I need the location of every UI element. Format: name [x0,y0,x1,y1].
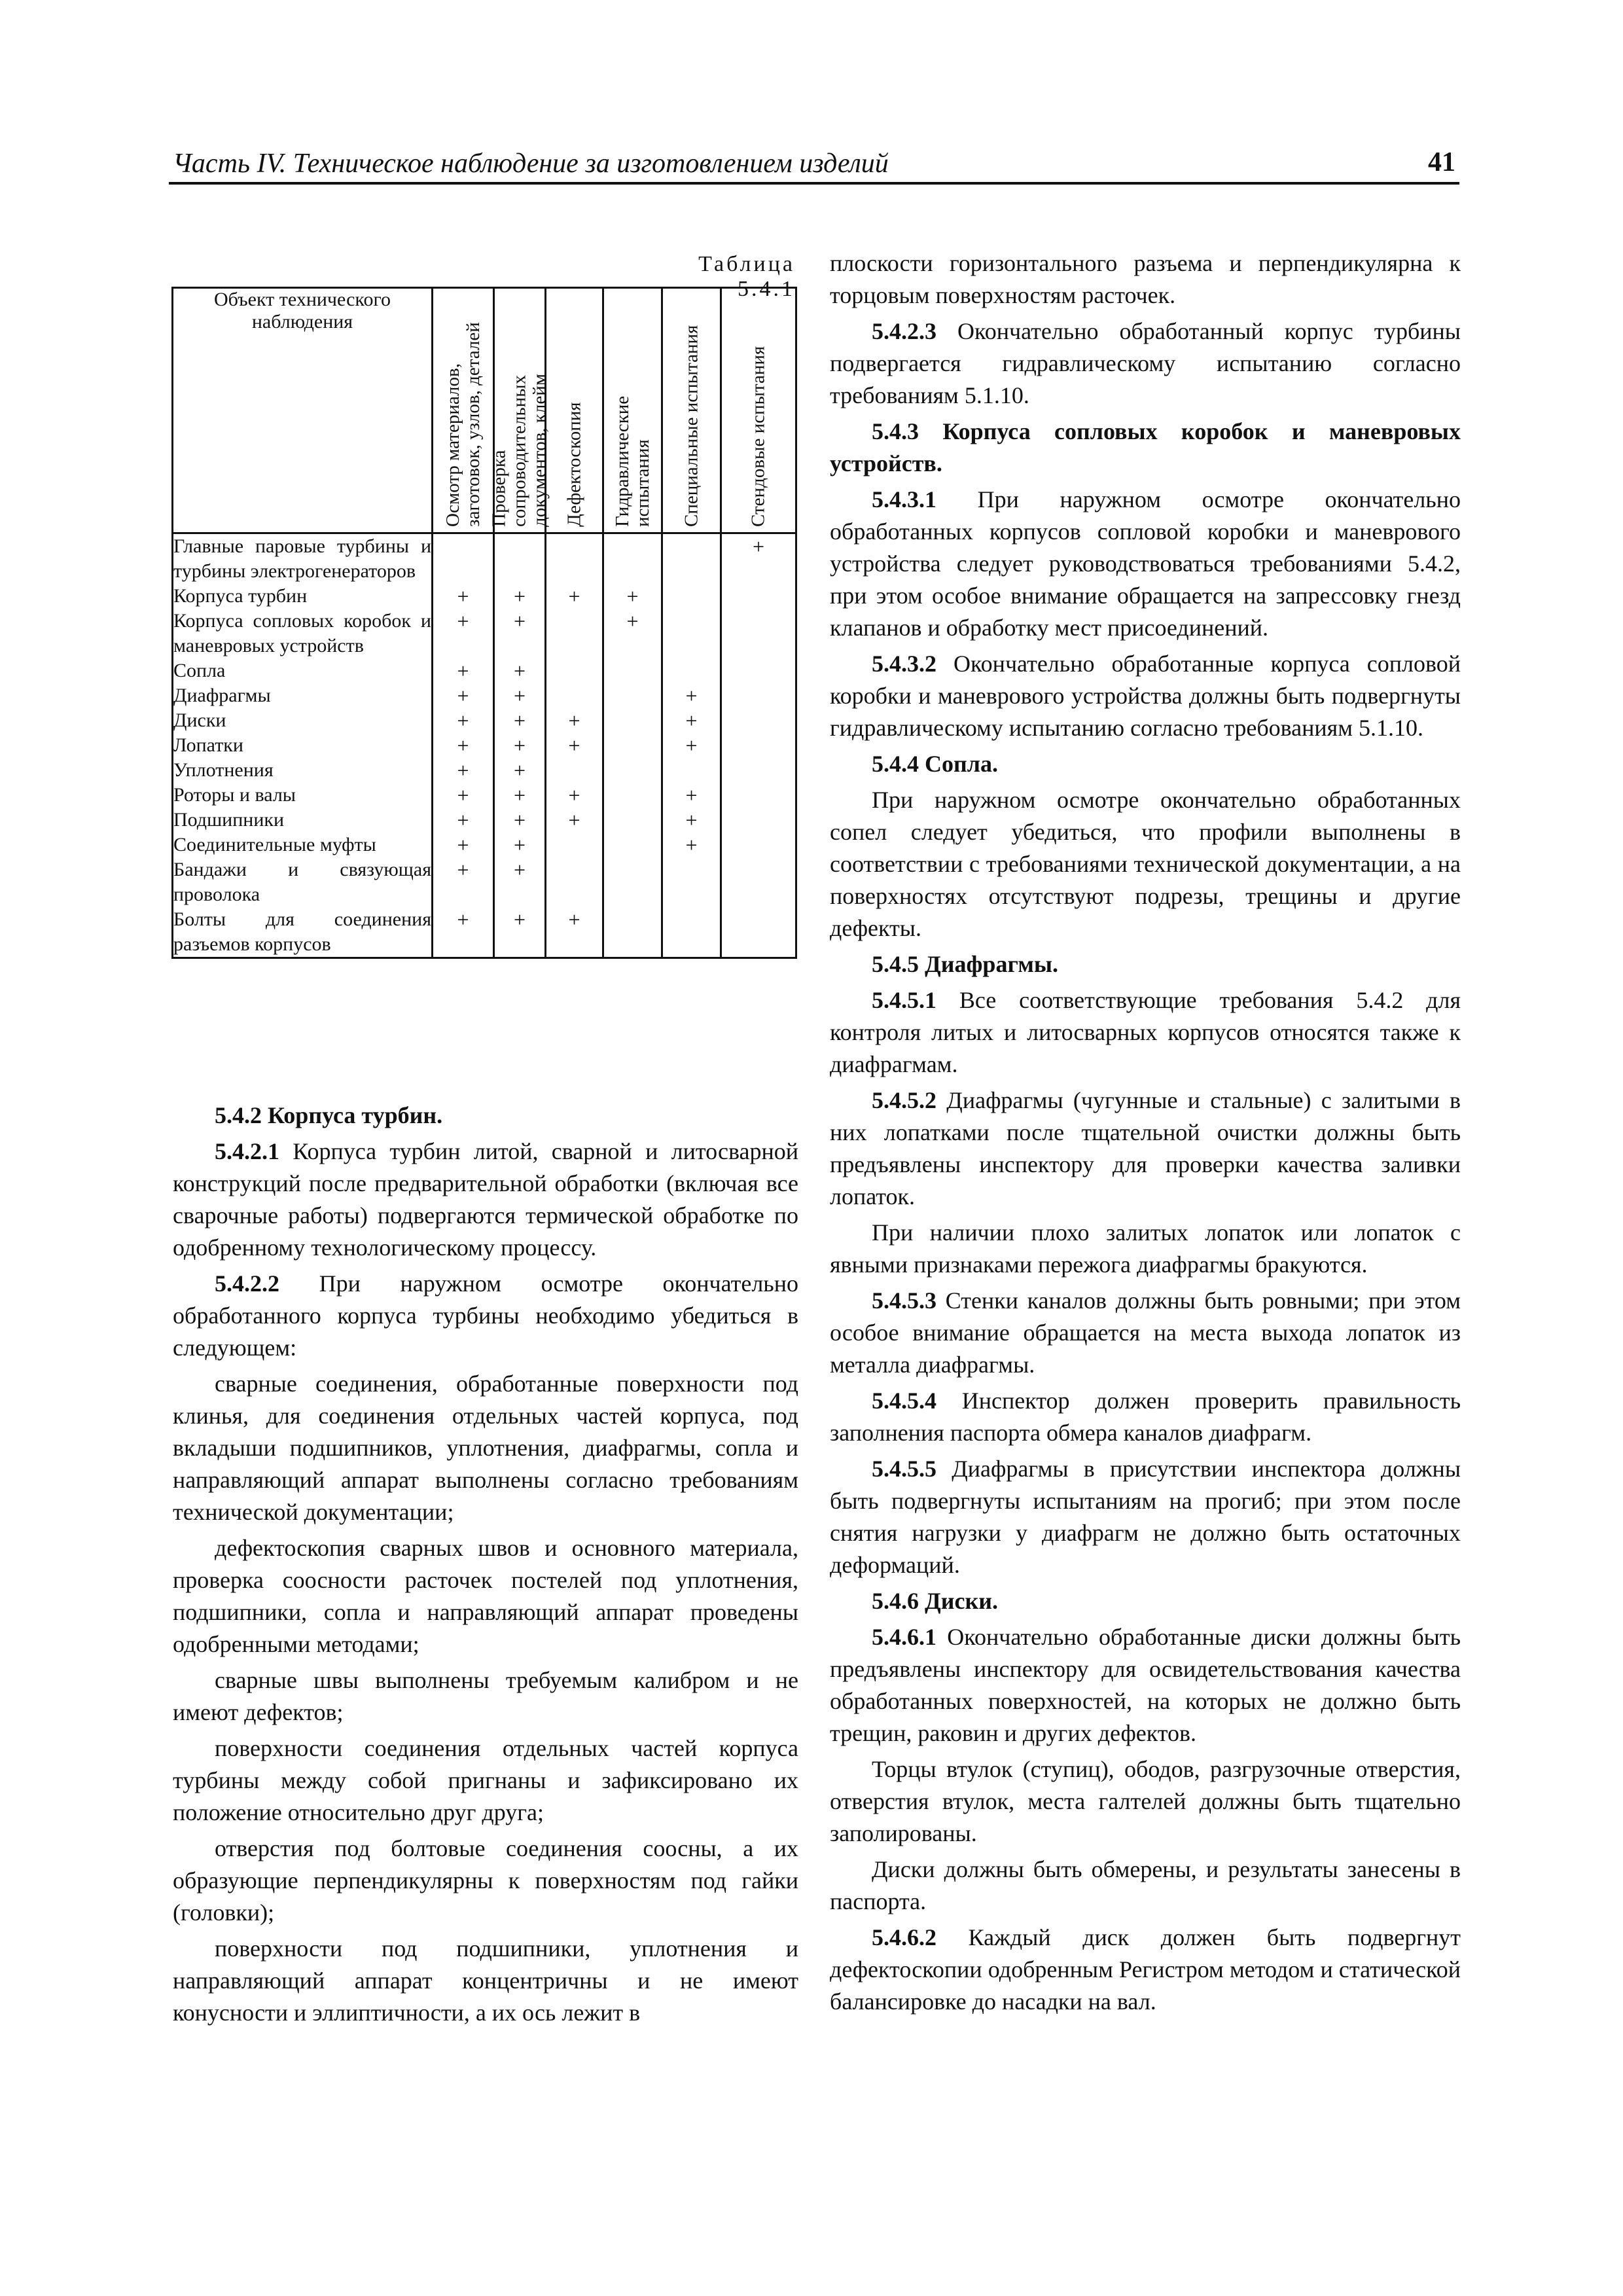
section-heading: 5.4.5 Диафрагмы. [872,951,1058,977]
table-row [173,584,796,609]
paragraph: 5.4.2.1 Корпуса турбин литой, сварной и литосварной конструкций после предварительной обработки (включая все сварочные работы) подвергаются термической обработке по одобренному технологическому процессу. [173,1138,798,1261]
column-header-text: Проверка сопроводительных документов, клейм [488,373,550,527]
column-header [488,288,550,533]
mark-cell [603,533,662,584]
mark-cell [721,783,796,808]
object-cell: Лопатки [173,733,433,758]
column-header [546,288,603,533]
mark-cell: + [546,808,603,833]
column-header-text: Осмотр материалов, заготовок, узлов, деталей [442,322,484,527]
mark-cell: + [546,907,603,958]
column-header-text: Дефектоскопия [563,402,584,527]
column-header [662,288,721,533]
mark-cell: + [494,833,546,857]
object-cell: Роторы и валы [173,783,433,808]
mark-cell: + [546,708,603,733]
left-text-column [173,1100,798,2033]
paragraph: 5.4.5.5 Диафрагмы в присутствии инспектора должны быть подвергнуты испытаниям на прогиб; при этом после снятия нагрузки у диафрагм не должно быть остаточных деформаций. [830,1456,1461,1578]
table-row [173,808,796,833]
mark-cell [662,584,721,609]
mark-cell: + [433,708,494,733]
mark-cell: + [433,733,494,758]
table-row [173,533,796,584]
section-heading: 5.4.2 Корпуса турбин. [215,1102,443,1128]
paragraph: 5.4.2.3 Окончательно обработанный корпус турбины подвергается гидравлическому испытанию согласно требованиям 5.1.10. [830,318,1461,408]
mark-cell [603,683,662,708]
mark-cell [433,533,494,584]
object-cell: Корпуса турбин [173,584,433,609]
mark-cell: + [546,783,603,808]
column-header [603,288,662,533]
paragraph: 5.4.5.4 Инспектор должен проверить правильность заполнения паспорта обмера каналов диафрагм. [830,1388,1461,1446]
object-cell: Главные паровые турбины и турбины электрогенераторов [173,533,433,584]
inspection-table [171,287,797,959]
table-caption: Таблица 5.4.1 [698,252,795,301]
table-row [173,609,796,658]
table-row [173,658,796,683]
table-row [173,783,796,808]
mark-cell: + [494,584,546,609]
mark-cell [721,658,796,683]
mark-cell: + [662,833,721,857]
object-cell: Диски [173,708,433,733]
list-item: сварные соединения, обработанные поверхности под клинья, для соединения отдельных частей корпуса, под вкладыши подшипников, уплотнения, диафрагмы, сопла и направляющий аппарат выполнены согласно требованиям технической документации; [173,1371,798,1525]
mark-cell [662,533,721,584]
object-cell: Соединительные муфты [173,833,433,857]
object-cell: Болты для соединения разъемов корпусов [173,907,433,958]
mark-cell [603,758,662,783]
mark-cell [662,907,721,958]
mark-cell [546,658,603,683]
mark-cell: + [494,609,546,658]
object-column-header: Объект технического наблюдения [173,288,433,533]
mark-cell [546,609,603,658]
mark-cell [662,857,721,907]
mark-cell [721,833,796,857]
column-header-text: Стендовые испытания [747,346,769,527]
object-cell: Подшипники [173,808,433,833]
mark-cell: + [603,584,662,609]
page-number: 41 [1428,147,1455,177]
mark-cell [546,533,603,584]
object-cell: Корпуса сопловых коробок и маневровых устройств [173,609,433,658]
mark-cell [603,833,662,857]
mark-cell [603,808,662,833]
list-item: поверхности соединения отдельных частей корпуса турбины между собой пригнаны и зафиксировано их положение относительно друг друга; [173,1735,798,1825]
mark-cell: + [494,907,546,958]
mark-cell: + [433,683,494,708]
mark-cell: + [433,758,494,783]
list-item: поверхности под подшипники, уплотнения и направляющий аппарат концентричны и не имеют конусности и эллиптичности, а их ось лежит в [173,1935,798,2026]
section-heading: 5.4.3 Корпуса сопловых коробок и маневровых устройств. [830,418,1461,476]
mark-cell [603,708,662,733]
paragraph: 5.4.2.2 При наружном осмотре окончательно обработанного корпуса турбины необходимо убедиться в следующем: [173,1270,798,1361]
paragraph: 5.4.3.2 Окончательно обработанные корпуса сопловой коробки и маневрового устройства должны быть подвергнуты гидравлическому испытанию согласно требованиям 5.1.10. [830,651,1461,741]
mark-cell: + [494,708,546,733]
mark-cell: + [433,907,494,958]
mark-cell: + [662,683,721,708]
header-title: Часть IV. Техническое наблюдение за изготовлением изделий [173,149,889,179]
running-header [169,145,1459,185]
mark-cell: + [662,808,721,833]
mark-cell [721,857,796,907]
mark-cell [662,609,721,658]
mark-cell: + [494,733,546,758]
table-row [173,683,796,708]
column-header-text: Гидравлические испытания [611,395,653,527]
mark-cell: + [662,733,721,758]
table-row [173,758,796,783]
mark-cell: + [721,533,796,584]
table-row [173,857,796,907]
object-cell: Диафрагмы [173,683,433,708]
table-header-row [173,288,796,533]
mark-cell: + [662,783,721,808]
section-heading: 5.4.6 Диски. [872,1588,998,1614]
mark-cell [603,907,662,958]
mark-cell [721,584,796,609]
mark-cell [546,833,603,857]
column-header [721,288,796,533]
mark-cell [603,857,662,907]
mark-cell [603,783,662,808]
mark-cell [494,533,546,584]
list-item: сварные швы выполнены требуемым калибром и не имеют дефектов; [173,1667,798,1725]
paragraph: 5.4.3.1 При наружном осмотре окончательно обработанных корпусов сопловой коробки и маневрового устройства следует руководствоваться требованиями 5.4.2, при этом особое внимание обращается на запрессовку гнезд клапанов и обработку мест присоединений. [830,486,1461,641]
list-item: дефектоскопия сварных швов и основного материала, проверка соосности расточек постелей под уплотнения, подшипники, сопла и направляющий аппарат проведены одобренными методами; [173,1535,798,1657]
paragraph: 5.4.5.2 Диафрагмы (чугунные и стальные) с залитыми в них лопатками после тщательной очистки должны быть предъявлены инспектору для проверки качества заливки лопаток. [830,1087,1461,1210]
mark-cell: + [546,584,603,609]
mark-cell: + [546,733,603,758]
paragraph: 5.4.5.1 Все соответствующие требования 5.4.2 для контроля литых и литосварных корпусов относятся также к диафрагмам. [830,987,1461,1077]
paragraph: 5.4.6.2 Каждый диск должен быть подвергнут дефектоскопии одобренным Регистром методом и статической балансировке до насадки на вал. [830,1924,1461,2015]
object-cell: Бандажи и связующая проволока [173,857,433,907]
paragraph: 5.4.6.1 Окончательно обработанные диски должны быть предъявлены инспектору для освидетельствования качества обработанных поверхностей, на которых не должно быть трещин, раковин и других дефектов. [830,1624,1461,1746]
mark-cell [721,683,796,708]
paragraph: При наличии плохо залитых лопаток или лопаток с явными признаками пережога диафрагмы бракуются. [830,1219,1461,1278]
mark-cell: + [433,857,494,907]
mark-cell [603,733,662,758]
mark-cell [662,758,721,783]
list-item: отверстия под болтовые соединения соосны, а их образующие перпендикулярны к поверхностям под гайки (головки); [173,1835,798,1926]
mark-cell: + [494,758,546,783]
mark-cell: + [494,658,546,683]
mark-cell: + [433,584,494,609]
mark-cell: + [494,683,546,708]
mark-cell [721,609,796,658]
section-heading: 5.4.4 Сопла. [872,751,998,777]
table-row [173,907,796,958]
table-row [173,833,796,857]
mark-cell: + [433,609,494,658]
paragraph: Диски должны быть обмерены, и результаты занесены в паспорта. [830,1856,1461,1914]
mark-cell: + [433,808,494,833]
paragraph: 5.4.5.3 Стенки каналов должны быть ровными; при этом особое внимание обращается на места выхода лопаток из металла диафрагмы. [830,1287,1461,1378]
paragraph: При наружном осмотре окончательно обработанных сопел следует убедиться, что профили выполнены в соответствии с требованиями технической документации, а на поверхностях отсутствуют подрезы, трещины и другие дефекты. [830,787,1461,941]
mark-cell: + [433,783,494,808]
mark-cell [721,708,796,733]
mark-cell [546,683,603,708]
mark-cell: + [433,833,494,857]
mark-cell [603,658,662,683]
mark-cell: + [494,783,546,808]
mark-cell [721,808,796,833]
mark-cell: + [494,857,546,907]
mark-cell [721,758,796,783]
mark-cell [546,857,603,907]
object-cell: Сопла [173,658,433,683]
right-text-column [830,247,1461,2022]
table-row [173,708,796,733]
object-cell: Уплотнения [173,758,433,783]
paragraph: плоскости горизонтального разъема и перпендикулярна к торцовым поверхностям расточек. [830,250,1461,308]
table-row [173,733,796,758]
mark-cell: + [494,808,546,833]
mark-cell: + [433,658,494,683]
column-header-text: Специальные испытания [681,325,702,527]
mark-cell [721,733,796,758]
column-header [433,288,494,533]
mark-cell: + [662,708,721,733]
mark-cell [546,758,603,783]
mark-cell: + [603,609,662,658]
paragraph: Торцы втулок (ступиц), ободов, разгрузочные отверстия, отверстия втулок, места галтелей должны быть тщательно заполированы. [830,1756,1461,1846]
mark-cell [662,658,721,683]
mark-cell [721,907,796,958]
